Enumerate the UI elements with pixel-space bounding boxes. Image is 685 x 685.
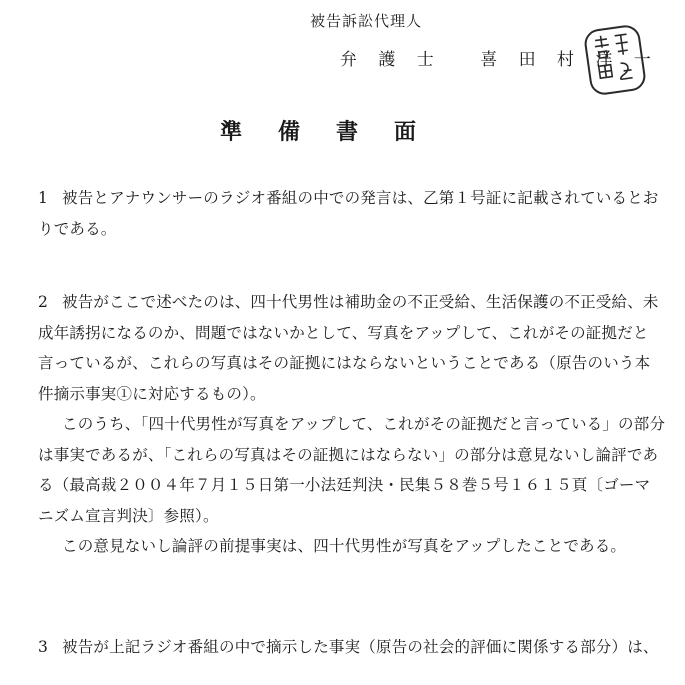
paragraph-1 [38,183,659,244]
paragraph-line: この意見ないし論評の前提事実は、四十代男性が写真をアップしたことである。 [62,537,627,555]
paragraph-line: は事実であるが、「これらの写真はその証拠にはならない」の部分は意見ないし論評であ [38,445,659,464]
paragraph-2 [38,287,666,562]
seal-stamp [582,22,648,98]
paragraph-line: 言っているが、これらの写真はその証拠にはならないということである（原告のいう本 [38,354,651,372]
paragraph-line: 件摘示事実①に対応するもの）。 [38,384,266,403]
paragraph-line: ニズム宣言判決〕参照）。 [38,506,219,525]
attorney-role: 被告訴訟代理人 [310,12,423,30]
paragraph-line: このうち、「四十代男性が写真をアップして、これがその証拠だと言っている」の部分 [62,415,666,433]
attorney-name: 弁 護 士 喜 田 村 洋 一 [340,50,659,70]
paragraph-line: りである。 [38,219,117,238]
paragraph-number: 3 [38,638,49,656]
paragraph-line: 被告が上記ラジオ番組の中で摘示した事実（原告の社会的評価に関係する部分）は、 [62,638,659,656]
paragraph-number: 1 [38,189,49,207]
paragraph-line: 被告がここで述べたのは、四十代男性は補助金の不正受給、生活保護の不正受給、未 [62,293,659,311]
paragraph-line: る（最高裁２００４年７月１５日第一小法廷判決・民集５８巻５号１６１５頁〔ゴーマ [38,476,651,494]
paragraph-line: 成年誘拐になるのか、問題ではないかとして、写真をアップして、これがその証拠だと [38,323,649,342]
paragraph-line: 被告とアナウンサーのラジオ番組の中での発言は、乙第１号証に記載されているとお [62,189,659,207]
paragraph-number: 2 [38,293,49,311]
paragraph-3 [38,632,659,663]
document-title: 準備書面 [220,119,453,145]
